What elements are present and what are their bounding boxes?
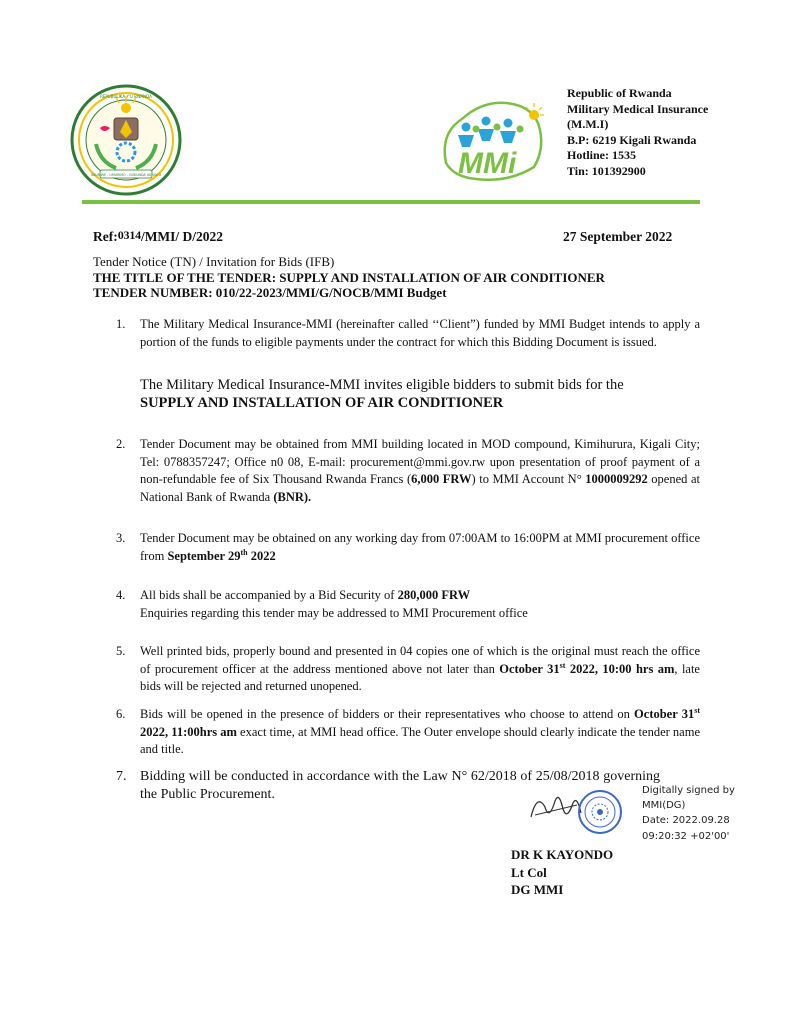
address-line: Tin: 101392900 [567, 163, 646, 178]
bank-name: (BNR). [273, 489, 312, 504]
tender-number: TENDER NUMBER: 010/22-2023/MMI/G/NOCB/MMI Budget [93, 285, 447, 300]
item-number: 2. [116, 437, 126, 451]
item-text: All bids shall be accompanied by a Bid Security of 280,000 FRW Enquiries regarding this tender may be addressed to MMI Procurement office [140, 588, 528, 620]
item-text: Bidding will be conducted in accordance with the Law N° 62/2018 of 25/08/2018 governing the Public Procurement. [140, 769, 660, 802]
item-text: Tender Document may be obtained on any working day from 07:00AM to 16:00PM at MMI procurement office from September 29th 2022 [140, 531, 700, 563]
ref-prefix: Ref: [93, 229, 118, 244]
item-number: 6. [116, 707, 126, 721]
tender-notice-heading [93, 254, 605, 301]
digital-signature-line: Date: 2022.09.28 [642, 815, 730, 827]
item-number: 3. [116, 531, 126, 545]
notice-type: Tender Notice (TN) / Invitation for Bids (IFB) [93, 254, 335, 269]
submission-deadline: October 31st 2022, 10:00 hrs am [499, 660, 675, 676]
item-number: 5. [116, 644, 126, 658]
signatory-role: DG MMI [511, 882, 564, 897]
list-item [116, 530, 700, 565]
fee-amount: 6,000 FRW [411, 472, 472, 486]
ref-number: 0314 [117, 228, 141, 242]
signatory-name: DR K KAYONDO [511, 847, 614, 862]
address-line: Military Medical Insurance [567, 101, 709, 116]
item-text: The Military Medical Insurance-MMI (hereinafter called ‘‘Client”) funded by MMI Budget intends to apply a portion of the funds to eligible payments under the contract for which this Bidding Document is issued. [140, 317, 700, 349]
invitation-text: The Military Medical Insurance-MMI invites eligible bidders to submit bids for the [140, 377, 624, 393]
item-text: Bids will be opened in the presence of bidders or their representatives who choose to attend on October 31st 2022, 11:00hrs am exact time, at MMI head office. The Outer envelope should clearly indicate the tender name and title. [140, 705, 700, 756]
list-item [116, 316, 700, 351]
ref-suffix: /MMI/ D/2022 [140, 229, 224, 244]
emblem-ring-text: REPUBULIKA Y'U RWANDA [100, 94, 152, 99]
mmi-logo-text: MMi [458, 147, 517, 180]
rwanda-emblem-logo [70, 84, 182, 196]
mmi-logo [436, 93, 554, 185]
official-seal-stamp [577, 789, 623, 835]
tender-title: THE TITLE OF THE TENDER: SUPPLY AND INSTALLATION OF AIR CONDITIONER [93, 269, 605, 285]
item-number: 4. [116, 588, 126, 602]
digital-signature-line: Digitally signed by [642, 785, 735, 796]
item-number: 1. [116, 317, 126, 331]
address-line: B.P: 6219 Kigali Rwanda [567, 132, 697, 147]
emblem-motto: UBUMWE - UMURIMO - GUKUNDA IGIHUGU [90, 173, 162, 177]
bid-security-amount: 280,000 FRW [397, 588, 471, 602]
item-text: Tender Document may be obtained from MMI building located in MOD compound, Kimihurura, Kigali City; Tel: 0788357247; Office n0 08, E-mail: procurement@mmi.gov.rw upon presentation of proof payment of a non-refundable fee of Six Thousand Rwanda Francs (6,000 FRW) to MMI Account N° 1000009292 opened at National Bank of Rwanda (BNR). [140, 437, 700, 504]
address-line: (M.M.I) [567, 117, 609, 132]
item-text: Well printed bids, properly bound and presented in 04 copies one of which is the original must reach the office of procurement officer at the address mentioned above not later than October 31st 2022, 10:00 hrs am, late bids will be rejected and returned unopened. [140, 644, 700, 693]
item-number: 7. [116, 769, 127, 784]
reference-number [93, 229, 223, 245]
digital-signature-line: 09:20:32 +02'00' [642, 830, 730, 842]
institution-address [567, 86, 708, 180]
list-item [116, 587, 700, 622]
header-divider [82, 200, 700, 204]
address-line: Hotline: 1535 [567, 148, 636, 163]
signatory-rank: Lt Col [511, 864, 547, 880]
availability-date: September 29th 2022 [167, 547, 276, 563]
invitation-paragraph [140, 376, 700, 412]
letter-date: 27 September 2022 [563, 229, 673, 244]
list-item [116, 436, 700, 506]
digital-signature-block [642, 783, 735, 844]
opening-datetime: October 31st 2022, 11:00hrs am [140, 705, 700, 739]
digital-signature-line: MMI(DG) [642, 800, 686, 812]
address-line: Republic of Rwanda [567, 86, 672, 100]
signatory-block [511, 846, 613, 899]
account-number: 1000009292 [585, 472, 648, 486]
list-item [116, 706, 700, 759]
list-item [116, 643, 700, 696]
invitation-subject: SUPPLY AND INSTALLATION OF AIR CONDITIONER [140, 395, 504, 411]
